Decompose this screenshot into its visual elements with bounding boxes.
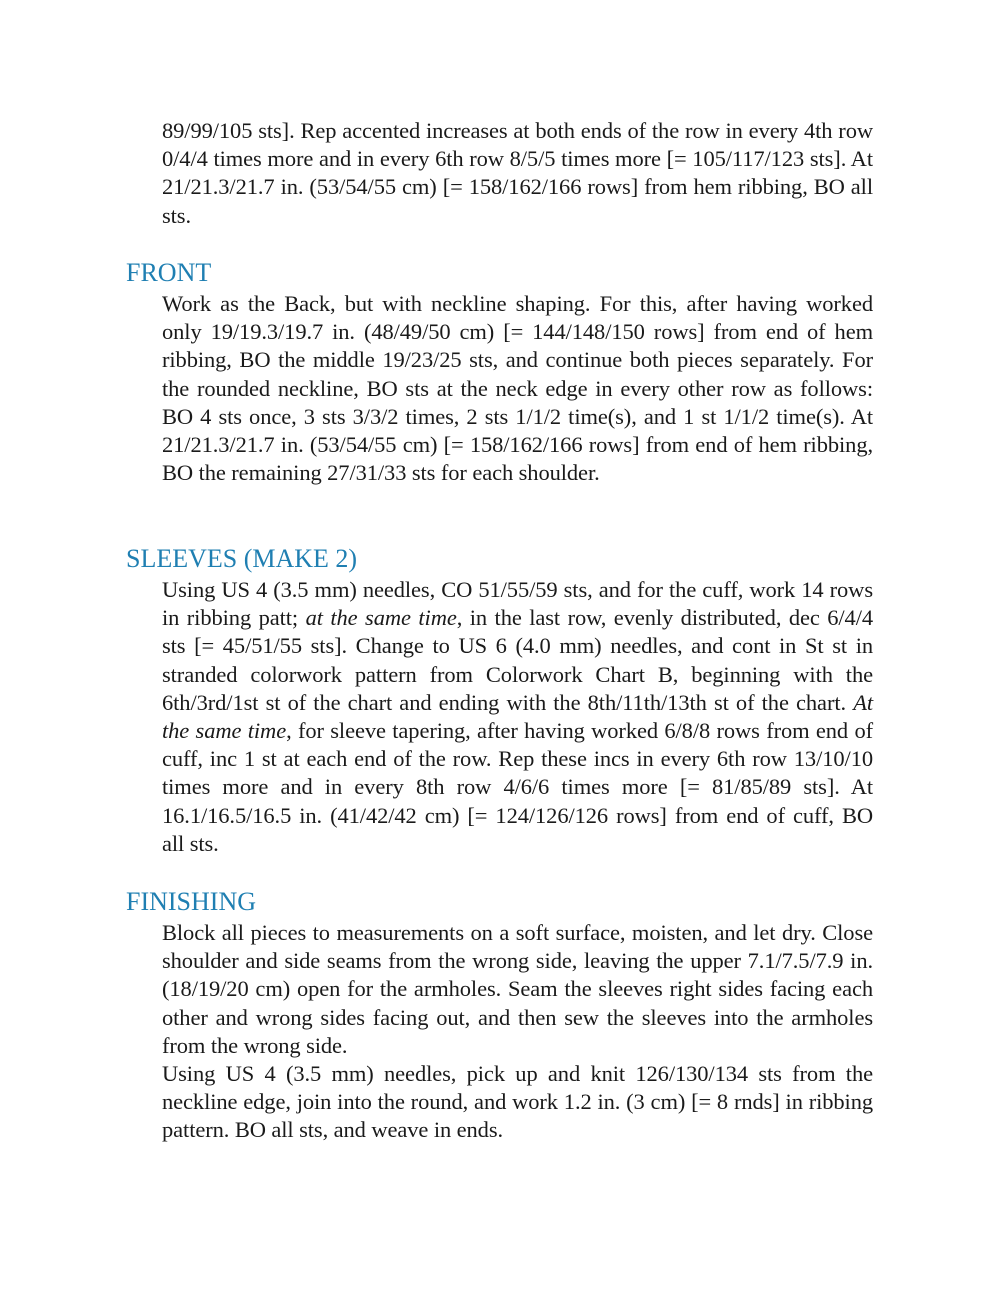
intro-paragraph: 89/99/105 sts]. Rep accented increases at both ends of the row in every 4th row 0/4/4 times more and in every 6th row 8/5/5 times more [= 105/117/123 sts]. At 21/21.3/21.7 in. (53/54/55 cm) [= 158/162/166 rows] from hem ribbing, BO all sts. (162, 118, 873, 228)
front-paragraph: Work as the Back, but with neckline shaping. For this, after having worked only 19/19.3/19.7 in. (48/49/50 cm) [= 144/148/150 rows] from end of hem ribbing, BO the middle 19/23/25 sts, and continue both pieces separately. For the rounded neckline, BO sts at the neck edge in every other row as follows: BO 4 sts once, 3 sts 3/3/2 times, 2 sts 1/1/2 time(s), and 1 st 1/1/2 time(s). At 21/21.3/21.7 in. (53/54/55 cm) [= 158/162/166 rows] from end of hem ribbing, BO the remaining 27/31/33 sts for each shoulder. (162, 291, 873, 486)
finishing-paragraph-1: Block all pieces to measurements on a soft surface, moisten, and let dry. Close shoulder and side seams from the wrong side, leaving the upper 7.1/7.5/7.9 in. (18/19/20 cm) open for the armholes. Seam the sleeves right sides facing each other and wrong sides facing out, and then sew the sleeves into the armholes from the wrong side. (162, 920, 873, 1058)
front-heading: FRONT (126, 258, 212, 287)
sleeves-text-b: , in the last row, evenly distributed, dec 6/4/4 sts [= 45/51/55 sts]. Change to US 6 (4.0 mm) needles, and cont in St st in stranded colorwork pattern from Colorwork Chart B, beginning with the 6th/3rd/1st st of the chart and ending with the 8th/11th/13th st of the chart. (162, 605, 874, 715)
sleeves-italic-a: at the same time (305, 605, 457, 631)
sleeves-text-c: , for sleeve tapering, after having worked 6/8/8 rows from end of cuff, inc 1 st at each end of the row. Rep these incs in every 6th row 13/10/10 times more and in every 8th row 4/6/6 times more [= 81/85/89 sts]. At 16.1/16.5/16.5 in. (41/42/42 cm) [= 124/126/126 rows] from end of cuff, BO all sts. (162, 718, 873, 856)
sleeves-paragraph (162, 576, 873, 858)
finishing-paragraph-2: Using US 4 (3.5 mm) needles, pick up and knit 126/130/134 sts from the neckline edge, join into the round, and work 1.2 in. (3 cm) [= 8 rnds] in ribbing pattern. BO all sts, and weave in ends. (162, 1061, 873, 1143)
sleeves-text-a: Using US 4 (3.5 mm) needles, CO 51/55/59 sts, and for the cuff, work 14 rows in ribbing patt; (162, 577, 873, 631)
sleeves-heading: SLEEVES (MAKE 2) (126, 544, 358, 573)
finishing-heading: FINISHING (126, 887, 256, 916)
sleeves-italic-b: At the same time (162, 689, 873, 744)
